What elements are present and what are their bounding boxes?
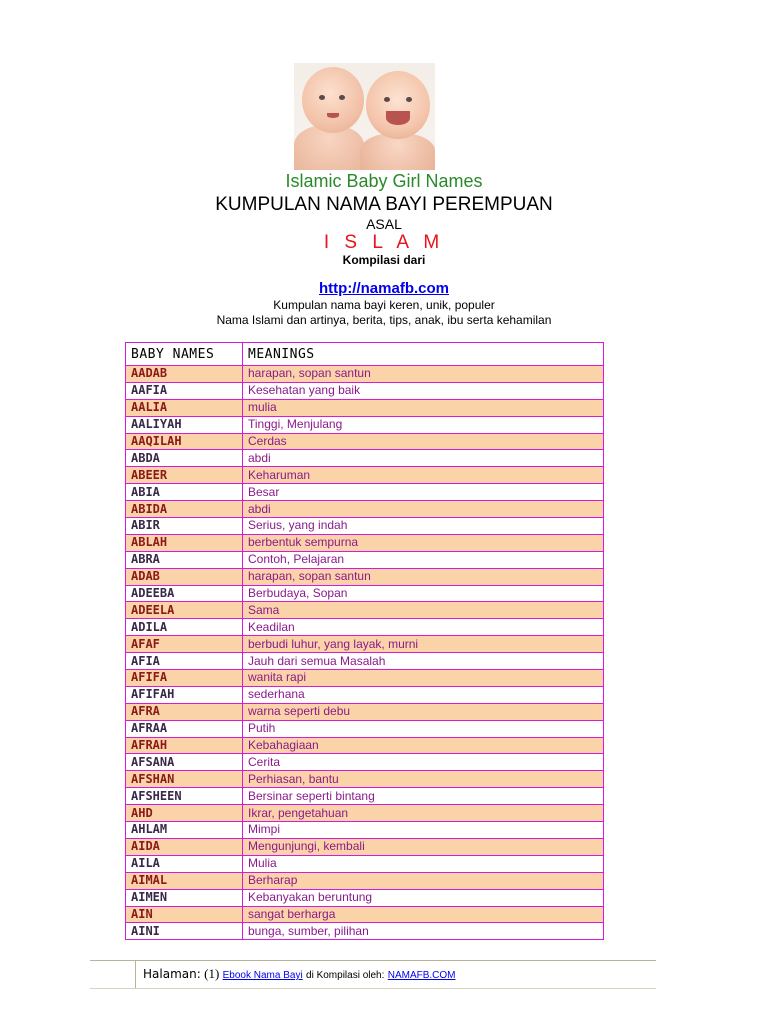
meaning-cell: Besar xyxy=(243,484,604,501)
baby-name-cell: ABIA xyxy=(126,484,243,501)
table-row xyxy=(126,416,604,433)
table-row xyxy=(126,602,604,619)
meaning-cell: wanita rapi xyxy=(243,670,604,687)
meaning-cell: berbentuk sempurna xyxy=(243,534,604,551)
meaning-cell: Bersinar seperti bintang xyxy=(243,788,604,805)
meaning-cell: sangat berharga xyxy=(243,906,604,923)
tagline-1: Kumpulan nama bayi keren, unik, populer xyxy=(273,298,495,312)
baby-name-cell: AFSHAN xyxy=(126,771,243,788)
tagline-2: Nama Islami dan artinya, berita, tips, anak, ibu serta kehamilan xyxy=(216,313,552,327)
names-table xyxy=(125,342,604,940)
ebook-link[interactable]: Ebook Nama Bayi xyxy=(222,970,303,981)
baby-name-cell: ABIR xyxy=(126,518,243,535)
meaning-cell: Sama xyxy=(243,602,604,619)
source-link[interactable]: http://namafb.com xyxy=(319,280,449,297)
baby-name-cell: ADAB xyxy=(126,568,243,585)
eye xyxy=(406,97,412,102)
table-row xyxy=(126,518,604,535)
page-footer xyxy=(143,966,456,982)
meaning-cell: Ikrar, pengetahuan xyxy=(243,805,604,822)
eye xyxy=(339,95,345,100)
baby-name-cell: AFIFAH xyxy=(126,686,243,703)
subtitle-green: Islamic Baby Girl Names xyxy=(285,171,483,191)
kompilasi-label: Kompilasi dari xyxy=(342,253,426,267)
footer-vertical-divider xyxy=(135,960,136,988)
meaning-cell: Mengunjungi, kembali xyxy=(243,838,604,855)
column-header-meanings: MEANINGS xyxy=(243,343,604,366)
page-title: KUMPULAN NAMA BAYI PEREMPUAN xyxy=(215,194,553,215)
baby-name-cell: AIN xyxy=(126,906,243,923)
meaning-cell: Mulia xyxy=(243,855,604,872)
baby-name-cell: ABRA xyxy=(126,551,243,568)
table-row xyxy=(126,889,604,906)
table-header-row xyxy=(126,343,604,366)
meaning-cell: Jauh dari semua Masalah xyxy=(243,653,604,670)
baby-name-cell: AHLAM xyxy=(126,822,243,839)
meaning-cell: Keadilan xyxy=(243,619,604,636)
baby-name-cell: AAQILAH xyxy=(126,433,243,450)
site-link[interactable]: NAMAFB.COM xyxy=(387,970,456,981)
meaning-cell: berbudi luhur, yang layak, murni xyxy=(243,636,604,653)
meaning-cell: sederhana xyxy=(243,686,604,703)
baby-name-cell: AILA xyxy=(126,855,243,872)
meaning-cell: Serius, yang indah xyxy=(243,518,604,535)
table-row xyxy=(126,551,604,568)
page-number: (1) xyxy=(204,966,220,981)
table-row xyxy=(126,467,604,484)
islam-label: I S L A M xyxy=(323,232,445,253)
meaning-cell: Kesehatan yang baik xyxy=(243,382,604,399)
meaning-cell: Keharuman xyxy=(243,467,604,484)
baby-name-cell: AIMEN xyxy=(126,889,243,906)
table-row xyxy=(126,855,604,872)
table-row xyxy=(126,568,604,585)
baby-name-cell: AHD xyxy=(126,805,243,822)
baby-name-cell: AFRA xyxy=(126,703,243,720)
meaning-cell: Contoh, Pelajaran xyxy=(243,551,604,568)
baby-name-cell: ABEER xyxy=(126,467,243,484)
baby-name-cell: ABDA xyxy=(126,450,243,467)
table-row xyxy=(126,484,604,501)
table-row xyxy=(126,501,604,518)
meaning-cell: mulia xyxy=(243,399,604,416)
babies-photo xyxy=(294,63,435,170)
baby-name-cell: AINI xyxy=(126,923,243,940)
meaning-cell: Tinggi, Menjulang xyxy=(243,416,604,433)
baby-name-cell: AFIA xyxy=(126,653,243,670)
table-row xyxy=(126,906,604,923)
baby-name-cell: AFAF xyxy=(126,636,243,653)
table-row xyxy=(126,382,604,399)
table-row xyxy=(126,703,604,720)
table-row xyxy=(126,872,604,889)
meaning-cell: bunga, sumber, pilihan xyxy=(243,923,604,940)
column-header-names: BABY NAMES xyxy=(126,343,243,366)
table-row xyxy=(126,754,604,771)
meaning-cell: Cerita xyxy=(243,754,604,771)
table-body xyxy=(126,366,604,940)
table-row xyxy=(126,923,604,940)
eye xyxy=(384,97,390,102)
footer-divider xyxy=(90,960,656,961)
baby-name-cell: AADAB xyxy=(126,366,243,383)
meaning-cell: Berbudaya, Sopan xyxy=(243,585,604,602)
table-row xyxy=(126,450,604,467)
baby-name-cell: AAFIA xyxy=(126,382,243,399)
meaning-cell: Kebahagiaan xyxy=(243,737,604,754)
baby-name-cell: AFRAH xyxy=(126,737,243,754)
baby-name-cell: AFSANA xyxy=(126,754,243,771)
meaning-cell: Putih xyxy=(243,720,604,737)
table-row xyxy=(126,670,604,687)
table-row xyxy=(126,433,604,450)
baby-name-cell: AALIYAH xyxy=(126,416,243,433)
kompilasi-text: di Kompilasi oleh: xyxy=(306,970,385,981)
baby-name-cell: AIDA xyxy=(126,838,243,855)
halaman-label: Halaman: xyxy=(143,967,201,981)
meaning-cell: abdi xyxy=(243,450,604,467)
eye xyxy=(319,95,325,100)
table-row xyxy=(126,619,604,636)
table-row xyxy=(126,838,604,855)
mouth xyxy=(327,113,339,118)
meaning-cell: harapan, sopan santun xyxy=(243,568,604,585)
asal-label: ASAL xyxy=(366,216,402,232)
mouth xyxy=(386,111,410,125)
baby-name-cell: ADEEBA xyxy=(126,585,243,602)
meaning-cell: Cerdas xyxy=(243,433,604,450)
table-row xyxy=(126,534,604,551)
table-row xyxy=(126,737,604,754)
meaning-cell: Perhiasan, bantu xyxy=(243,771,604,788)
baby-name-cell: ADEELA xyxy=(126,602,243,619)
meaning-cell: warna seperti debu xyxy=(243,703,604,720)
baby-right-face xyxy=(366,71,430,139)
meaning-cell: Kebanyakan beruntung xyxy=(243,889,604,906)
baby-name-cell: AFIFA xyxy=(126,670,243,687)
baby-name-cell: AIMAL xyxy=(126,872,243,889)
table-row xyxy=(126,399,604,416)
table-row xyxy=(126,788,604,805)
table-row xyxy=(126,822,604,839)
table-row xyxy=(126,585,604,602)
table-row xyxy=(126,771,604,788)
table-row xyxy=(126,653,604,670)
baby-name-cell: ADILA xyxy=(126,619,243,636)
meaning-cell: harapan, sopan santun xyxy=(243,366,604,383)
baby-name-cell: AFSHEEN xyxy=(126,788,243,805)
baby-name-cell: AFRAA xyxy=(126,720,243,737)
baby-name-cell: ABLAH xyxy=(126,534,243,551)
table-row xyxy=(126,720,604,737)
baby-left-face xyxy=(302,67,364,133)
meaning-cell: Mimpi xyxy=(243,822,604,839)
table-row xyxy=(126,366,604,383)
footer-divider-bottom xyxy=(90,988,656,989)
baby-name-cell: ABIDA xyxy=(126,501,243,518)
meaning-cell: Berharap xyxy=(243,872,604,889)
baby-name-cell: AALIA xyxy=(126,399,243,416)
meaning-cell: abdi xyxy=(243,501,604,518)
table-row xyxy=(126,686,604,703)
table-row xyxy=(126,805,604,822)
table-row xyxy=(126,636,604,653)
